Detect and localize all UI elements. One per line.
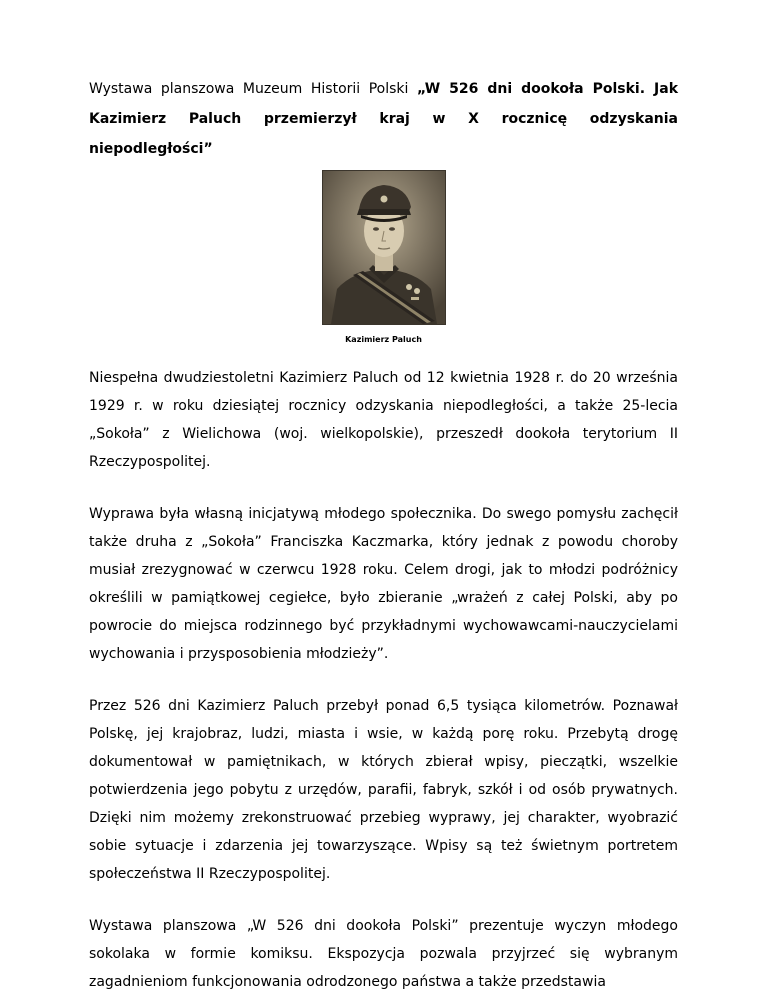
paragraph-4: Wystawa planszowa „W 526 dni dookoła Polski” prezentuje wyczyn młodego sokolaka w formie komiksu. Ekspozycja pozwala przyjrzeć się wybranym zagadnieniom funkcjonowania odrodzonego państwa a także przedstawia xyxy=(89,918,678,990)
portrait-figure xyxy=(89,170,678,344)
portrait-illustration xyxy=(323,171,445,324)
title-exhibition-name: „W 526 dni dookoła Polski. Jak Kazimierz Paluch przemierzył kraj w X rocznicę odzyskania niepodległości” xyxy=(89,81,678,157)
paragraph-3: Przez 526 dni Kazimierz Paluch przebył ponad 6,5 tysiąca kilometrów. Poznawał Polskę, jej krajobraz, ludzi, miasta i wsie, w każdą porę roku. Przebytą drogę dokumentował w pamiętnikach, w których zbierał wpisy, pieczątki, wszelkie potwierdzenia jego pobytu z urzędów, parafii, fabryk, szkół i od osób prywatnych. Dzięki nim możemy zrekonstruować przebieg wyprawy, jej charakter, wyobrazić sobie sytuacje i zdarzenia jej towarzyszące. Wpisy są też świetnym portretem społeczeństwa II Rzeczypospolitej. xyxy=(89,698,678,882)
document-page xyxy=(89,74,678,996)
portrait-caption: Kazimierz Paluch xyxy=(345,335,422,344)
document-title xyxy=(89,74,678,164)
title-prefix: Wystawa planszowa Muzeum Historii Polski xyxy=(89,81,417,97)
paragraph-2: Wyprawa była własną inicjatywą młodego społecznika. Do swego pomysłu zachęcił także druha z „Sokoła” Franciszka Kaczmarka, który jednak z powodu choroby musiał zrezygnować w czerwcu 1928 roku. Celem drogi, jak to młodzi podróżnicy określili w pamiątkowej cegiełce, było zbieranie „wrażeń z całej Polski, aby po powrocie do miejsca rodzinnego być przykładnymi wychowawcami-nauczycielami wychowania i przysposobienia młodzieży”. xyxy=(89,506,678,662)
portrait-photo xyxy=(322,170,446,325)
paragraph-1: Niespełna dwudziestoletni Kazimierz Paluch od 12 kwietnia 1928 r. do 20 września 1929 r. w roku dziesiątej rocznicy odzyskania niepodległości, a także 25-lecia „Sokoła” z Wielichowa (woj. wielkopolskie), przeszedł dookoła terytorium II Rzeczypospolitej. xyxy=(89,370,678,470)
